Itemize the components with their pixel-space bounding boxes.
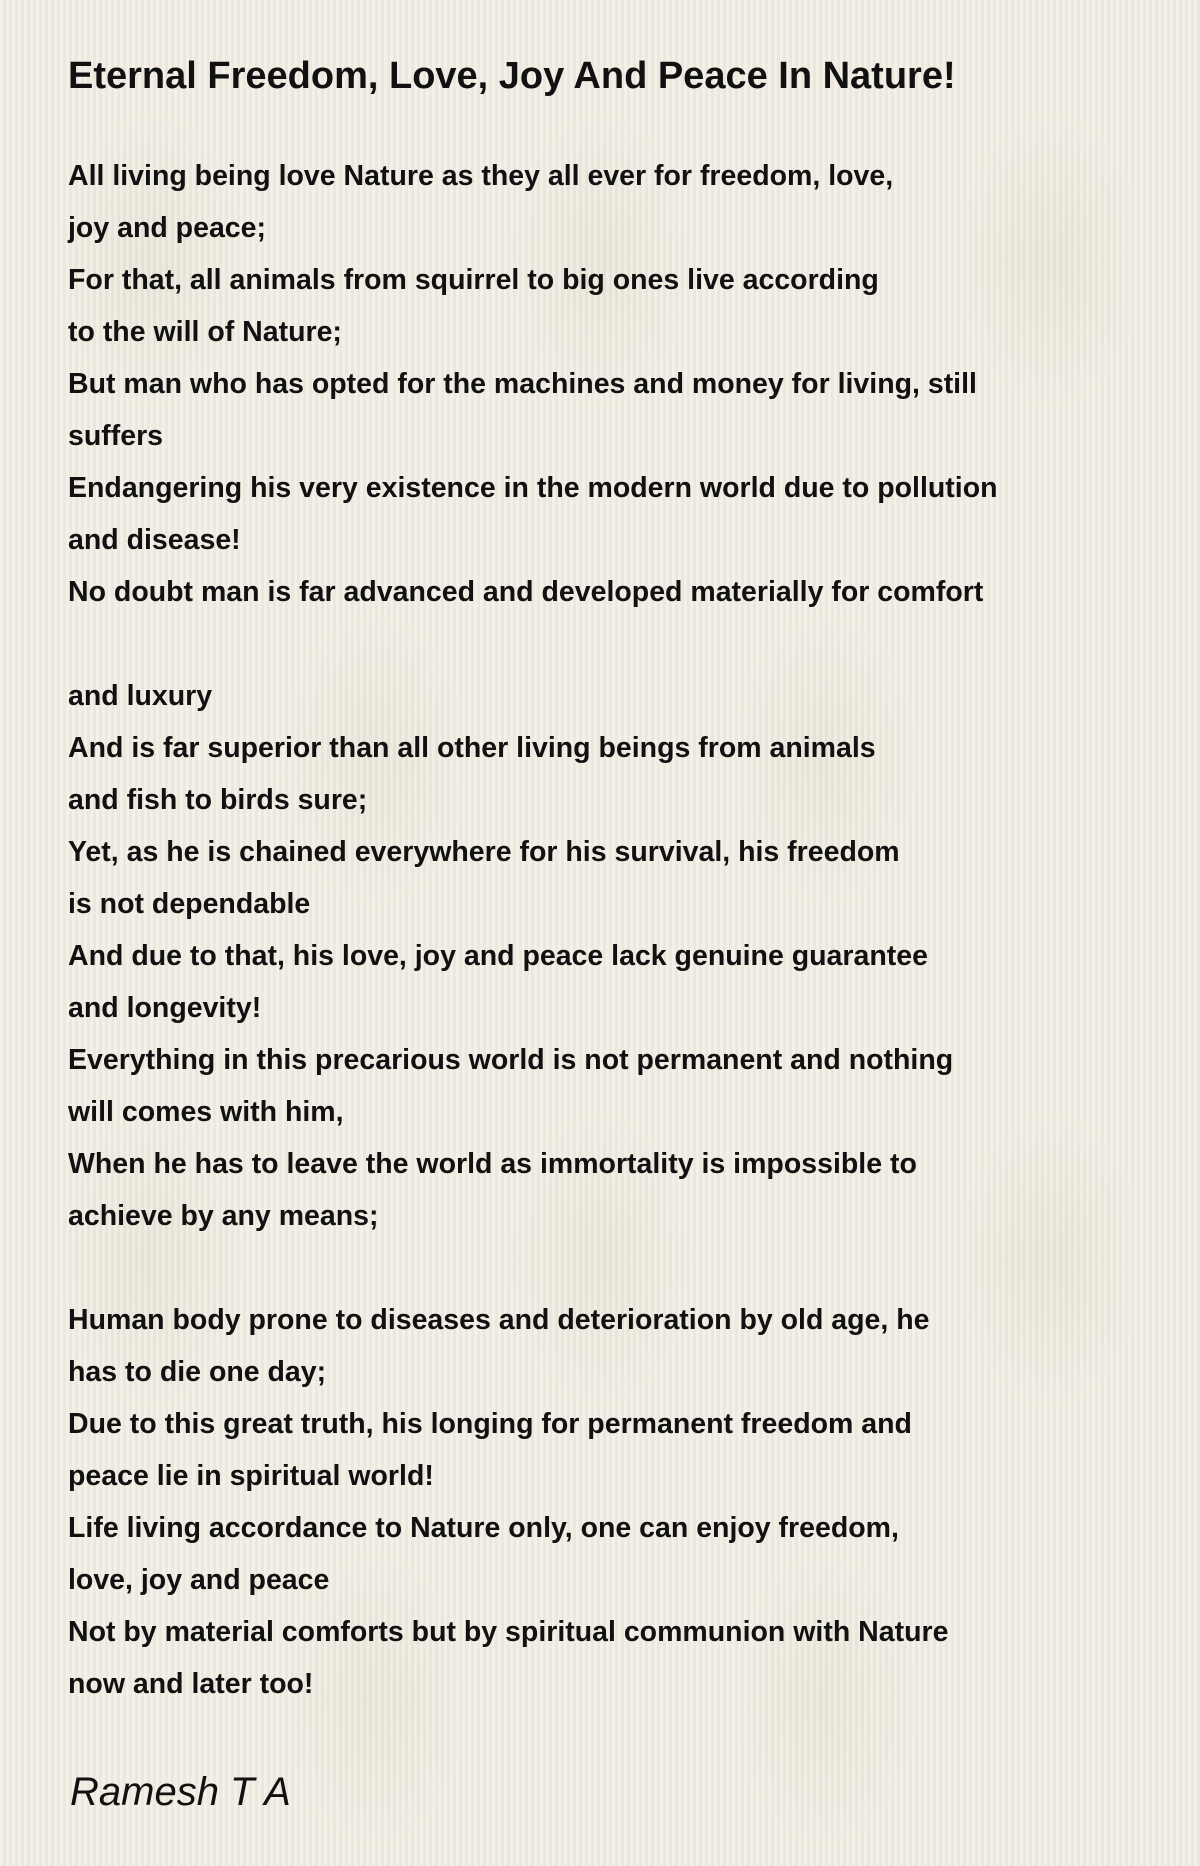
poem-line: All living being love Nature as they all ever for freedom, love, [68, 160, 894, 192]
poem-body [68, 150, 998, 1710]
poem-line: to the will of Nature; [68, 316, 342, 348]
poem-line: has to die one day; [68, 1356, 327, 1388]
poem-line: and disease! [68, 524, 241, 556]
poem-line: joy and peace; [68, 212, 266, 244]
poem-title: Eternal Freedom, Love, Joy And Peace In Nature! [68, 55, 956, 97]
poem-line: now and later too! [68, 1668, 314, 1700]
poem-line: And due to that, his love, joy and peace lack genuine guarantee [68, 940, 928, 972]
poem-line: is not dependable [68, 888, 311, 920]
poem-line: will comes with him, [68, 1096, 344, 1128]
poem-line: and longevity! [68, 992, 262, 1024]
poem-line: love, joy and peace [68, 1564, 330, 1596]
poem-line: When he has to leave the world as immortality is impossible to [68, 1148, 917, 1180]
poem-line: Life living accordance to Nature only, one can enjoy freedom, [68, 1512, 899, 1544]
poem-line: Not by material comforts but by spiritual communion with Nature [68, 1616, 949, 1648]
poem-blank-line [68, 1242, 998, 1294]
poem-line: achieve by any means; [68, 1200, 379, 1232]
poem-line: Endangering his very existence in the modern world due to pollution [68, 472, 998, 504]
poem-line: And is far superior than all other living beings from animals [68, 732, 876, 764]
poem-line: Due to this great truth, his longing for permanent freedom and [68, 1408, 912, 1440]
poem-line: and fish to birds sure; [68, 784, 368, 816]
poem-line: suffers [68, 420, 164, 452]
poem-line: peace lie in spiritual world! [68, 1460, 434, 1492]
poem-line: and luxury [68, 680, 213, 712]
poem-author: Ramesh T A [70, 1770, 291, 1814]
poem-blank-line [68, 618, 998, 670]
poem-line: No doubt man is far advanced and developed materially for comfort [68, 576, 984, 608]
poem-line: Everything in this precarious world is not permanent and nothing [68, 1044, 954, 1076]
poem-line: Yet, as he is chained everywhere for his survival, his freedom [68, 836, 900, 868]
poem-line: For that, all animals from squirrel to big ones live according [68, 264, 879, 296]
poem-line: But man who has opted for the machines and money for living, still [68, 368, 977, 400]
poem-line: Human body prone to diseases and deterioration by old age, he [68, 1304, 930, 1336]
